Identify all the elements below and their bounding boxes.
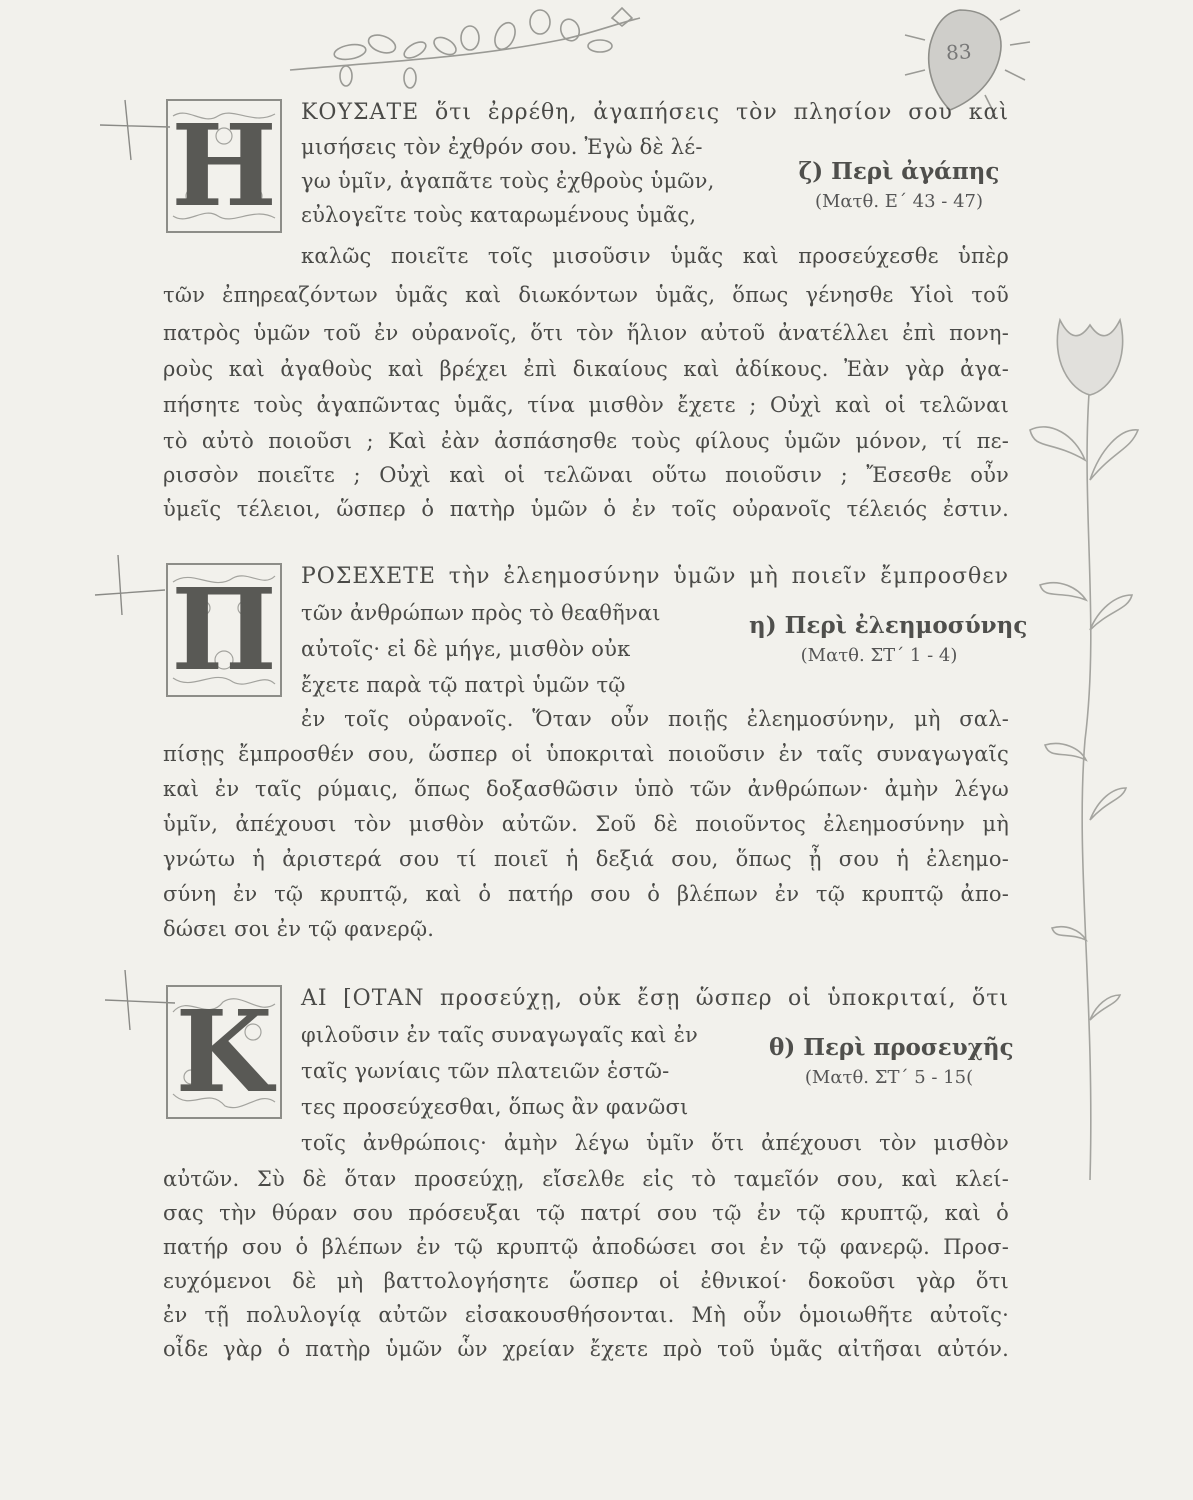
text-line: γνώτω ἡ ἀριστερά σου τί ποιεῖ ἡ δεξιά σου, ὅπως ᾖ σου ἡ ἐλεημο- xyxy=(163,847,1009,871)
section-love xyxy=(163,96,1009,526)
text-line: αὐτοῖς· εἰ δὲ μήγε, μισθὸν οὐκ xyxy=(301,637,631,661)
drop-cap-letter: Η xyxy=(171,100,277,232)
drop-cap-letter: Κ xyxy=(175,986,273,1118)
text-line: ἐν τοῖς οὐρανοῖς. Ὅταν οὖν ποιῇς ἐλεημοσύνην, μὴ σαλ- xyxy=(301,707,1009,731)
text-line: ευχόμενοι δὲ μὴ βαττολογήσητε ὥσπερ οἱ ἐθνικοί· δοκοῦσι γὰρ ὅτι xyxy=(163,1269,1009,1293)
text-line: τες προσεύχεσθαι, ὅπως ἂν φανῶσι xyxy=(301,1095,689,1119)
text-line: εὐλογεῖτε τοὺς καταρωμένους ὑμᾶς, xyxy=(301,203,697,227)
heading-reference: (Ματθ. ΣΤ΄ 1 - 4) xyxy=(800,645,958,666)
text-line: πατρὸς ὑμῶν τοῦ ἐν οὐρανοῖς, ὅτι τὸν ἥλιον αὐτοῦ ἀνατέλλει ἐπὶ πονη- xyxy=(163,321,1009,345)
text-line: ὑμῖν, ἀπέχουσι τὸν μισθὸν αὐτῶν. Σοῦ δὲ ποιοῦντος ἐλεημοσύνην μὴ xyxy=(163,812,1009,836)
text-line: τὸ αὐτὸ ποιοῦσι ; Καὶ ἐὰν ἀσπάσησθε τοὺς φίλους ὑμῶν μόνον, τί πε- xyxy=(163,429,1009,453)
text-line: ΡΟΣΕΧΕΤΕ τὴν ἐλεημοσύνην ὑμῶν μὴ ποιεῖν ἔμπροσθεν xyxy=(301,564,1009,589)
text-line: ΑΙ [ΟΤΑΝ προσεύχῃ, οὐκ ἔσῃ ὥσπερ οἱ ὑποκριταί, ὅτι xyxy=(301,986,1009,1011)
section-heading xyxy=(789,158,1009,212)
tulip-vine-decoration-icon xyxy=(1020,300,1160,1200)
text-line: τῶν ἐπηρεαζόντων ὑμᾶς καὶ διωκόντων ὑμᾶς, ὅπως γένησθε Υἱοὶ τοῦ xyxy=(163,283,1009,307)
text-line: ἔχετε παρὰ τῷ πατρὶ ὑμῶν τῷ xyxy=(301,673,626,697)
text-line: σας τὴν θύραν σου πρόσευξαι τῷ πατρί σου τῷ ἐν τῷ κρυπτῷ, καὶ ὁ xyxy=(163,1201,1009,1225)
text-line: τοῖς ἀνθρώποις· ἀμὴν λέγω ὑμῖν ὅτι ἀπέχουσι τὸν μισθὸν xyxy=(301,1131,1009,1155)
text-line: καὶ ἐν ταῖς ρύμαις, ὅπως δοξασθῶσιν ὑπὸ τῶν ἀνθρώπων· ἀμὴν λέγω xyxy=(163,777,1009,801)
text-line: ροὺς καὶ ἀγαθοὺς καὶ βρέχει ἐπὶ δικαίους καὶ ἀδίκους. Ἐὰν γὰρ ἀγα- xyxy=(163,357,1009,381)
heading-title: η) Περὶ ἐλεημοσύνης xyxy=(749,612,1028,639)
text-line: ἐν τῇ πολυλογίᾳ αὐτῶν εἰσακουσθήσονται. Μὴ οὖν ὁμοιωθῆτε αὐτοῖς· xyxy=(163,1303,1009,1327)
drop-cap-frame xyxy=(163,96,285,236)
section-heading xyxy=(769,1034,1014,1088)
text-line: φιλοῦσιν ἐν ταῖς συναγωγαῖς καὶ ἐν xyxy=(301,1023,699,1047)
heading-title: θ) Περὶ προσευχῆς xyxy=(769,1034,1014,1061)
text-line: δώσει σοι ἐν τῷ φανερῷ. xyxy=(163,917,435,941)
section-almsgiving xyxy=(163,560,1028,950)
heading-title: ζ) Περὶ ἀγάπης xyxy=(798,158,1000,185)
text-line: ὑμεῖς τέλειοι, ὥσπερ ὁ πατὴρ ὑμῶν ὁ ἐν τοῖς οὐρανοῖς τέλειός ἐστιν. xyxy=(163,497,1009,521)
heading-reference: (Ματθ. Ε΄ 43 - 47) xyxy=(814,191,984,212)
heading-reference: (Ματθ. ΣΤ΄ 5 - 15( xyxy=(804,1067,974,1088)
text-line: καλῶς ποιεῖτε τοῖς μισοῦσιν ὑμᾶς καὶ προσεύχεσθε ὑπὲρ xyxy=(301,244,1009,268)
text-line: τῶν ἀνθρώπων πρὸς τὸ θεαθῆναι xyxy=(301,601,661,625)
drop-cap-frame xyxy=(163,982,285,1122)
section-prayer xyxy=(163,982,1014,1392)
text-line: γω ὑμῖν, ἀγαπᾶτε τοὺς ἐχθροὺς ὑμῶν, xyxy=(301,169,715,193)
page-number: 83 xyxy=(945,39,973,65)
text-line: ρισσὸν ποιεῖτε ; Οὐχὶ καὶ οἱ τελῶναι οὕτω ποιοῦσιν ; Ἔσεσθε οὖν xyxy=(163,463,1009,487)
text-line: ΚΟΥΣΑΤΕ ὅτι ἐρρέθη, ἀγαπήσεις τὸν πλησίον σου καὶ xyxy=(301,100,1009,125)
text-line: πήσητε τοὺς ἀγαπῶντας ὑμᾶς, τίνα μισθὸν ἔχετε ; Οὐχὶ καὶ οἱ τελῶναι xyxy=(163,393,1009,417)
text-line: ταῖς γωνίαις τῶν πλατειῶν ἑστῶ- xyxy=(301,1059,670,1083)
text-line: μισήσεις τὸν ἐχθρόν σου. Ἐγὼ δὲ λέ- xyxy=(301,135,703,159)
pencil-cross-mark-icon xyxy=(90,550,170,620)
text-line: οἶδε γὰρ ὁ πατὴρ ὑμῶν ὧν χρείαν ἔχετε πρὸ τοῦ ὑμᾶς αἰτῆσαι αὐτόν. xyxy=(163,1337,1009,1361)
text-line: πατήρ σου ὁ βλέπων ἐν τῷ κρυπτῷ ἀποδώσει σοι ἐν τῷ φανερῷ. Προσ- xyxy=(163,1235,1009,1259)
drop-cap-frame xyxy=(163,560,285,700)
text-line: αὐτῶν. Σὺ δὲ ὅταν προσεύχῃ, εἴσελθε εἰς τὸ ταμεῖόν σου, καὶ κλεί- xyxy=(163,1167,1009,1191)
text-line: σύνη ἐν τῷ κρυπτῷ, καὶ ὁ πατήρ σου ὁ βλέπων ἐν τῷ κρυπτῷ ἀπο- xyxy=(163,882,1009,906)
section-heading xyxy=(749,612,1028,666)
drop-cap-letter: Π xyxy=(171,564,277,696)
text-line: πίσῃς ἔμπροσθέν σου, ὥσπερ οἱ ὑποκριταὶ ποιοῦσιν ἐν ταῖς συναγωγαῖς xyxy=(163,742,1009,766)
